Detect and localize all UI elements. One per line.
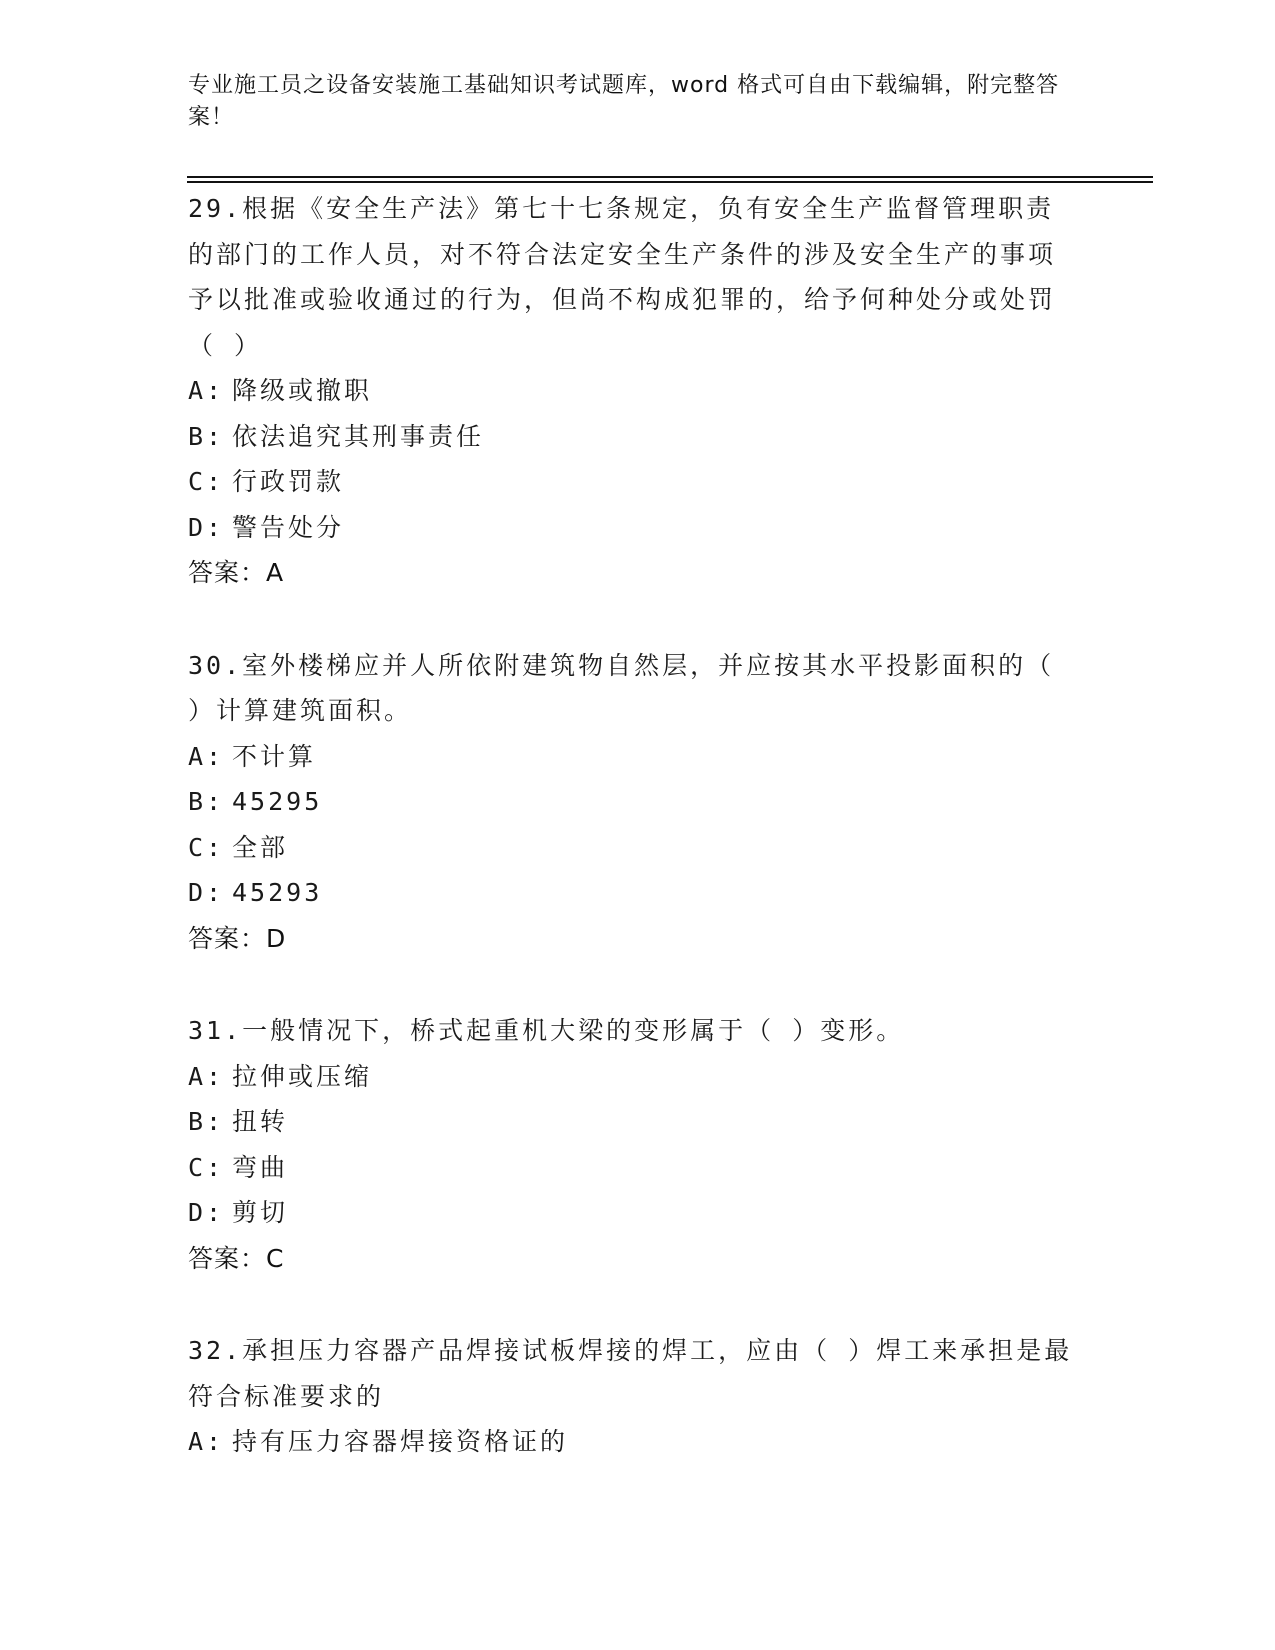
answer-line: 答案：A xyxy=(188,558,285,587)
option-key: A: xyxy=(188,1427,225,1456)
option-text: 45295 xyxy=(232,787,323,816)
option-key: A: xyxy=(188,376,225,405)
option-key: C: xyxy=(188,1152,225,1182)
option-text: 不计算 xyxy=(232,741,317,771)
option-key: B: xyxy=(188,1107,225,1136)
option-c xyxy=(188,459,1088,505)
option-text: 行政罚款 xyxy=(232,467,345,496)
question-text: 30.室外楼梯应并人所依附建筑物自然层，并应按其水平投影面积的（ ）计算建筑面积。 xyxy=(188,650,1055,725)
option-c xyxy=(188,825,1088,871)
option-text: 依法追究其刑事责任 xyxy=(232,421,485,451)
option-key: D: xyxy=(188,1198,225,1227)
header-rule-top xyxy=(187,176,1153,178)
option-d xyxy=(188,1190,1088,1236)
question-text: 29.根据《安全生产法》第七十七条规定，负有安全生产监督管理职责的部门的工作人员，对不符合法定安全生产条件的涉及安全生产的事项予以批准或验收通过的行为，但尚不构成犯罪的，给予何种处分或处罚（ ） xyxy=(188,194,1057,360)
option-text: 持有压力容器焊接资格证的 xyxy=(232,1427,569,1456)
option-b xyxy=(188,414,1088,460)
option-d xyxy=(188,505,1088,551)
option-text: 弯曲 xyxy=(232,1152,289,1182)
question-text: 31.一般情况下，桥式起重机大梁的变形属于（ ）变形。 xyxy=(188,1016,905,1045)
option-b xyxy=(188,779,1088,825)
option-text: 降级或撤职 xyxy=(232,376,373,405)
option-a xyxy=(188,1054,1088,1100)
header-rule-bottom xyxy=(187,181,1153,183)
question-29 xyxy=(188,186,1088,596)
option-key: B: xyxy=(188,421,225,451)
option-b xyxy=(188,1099,1088,1145)
option-text: 全部 xyxy=(232,832,289,862)
answer-line: 答案：D xyxy=(188,923,287,953)
option-key: A: xyxy=(188,741,225,771)
option-a xyxy=(188,368,1088,414)
option-text: 扭转 xyxy=(232,1107,289,1136)
option-key: D: xyxy=(188,878,225,907)
option-text: 警告处分 xyxy=(232,512,345,542)
option-key: C: xyxy=(188,832,225,862)
answer-line: 答案：C xyxy=(188,1243,285,1273)
option-text: 拉伸或压缩 xyxy=(232,1061,373,1091)
option-key: D: xyxy=(188,512,225,542)
document-header: 专业施工员之设备安装施工基础知识考试题库，word 格式可自由下载编辑，附完整答案！ xyxy=(188,73,1060,130)
option-d xyxy=(188,870,1088,916)
question-list xyxy=(188,186,1088,1512)
option-key: A: xyxy=(188,1061,225,1091)
question-text: 32.承担压力容器产品焊接试板焊接的焊工，应由（ ）焊工来承担是最符合标准要求的 xyxy=(188,1336,1073,1411)
option-a xyxy=(188,734,1088,780)
option-key: C: xyxy=(188,467,225,496)
option-text: 剪切 xyxy=(232,1198,289,1227)
option-c xyxy=(188,1145,1088,1191)
question-30 xyxy=(188,643,1088,962)
question-31 xyxy=(188,1008,1088,1281)
option-key: B: xyxy=(188,787,225,816)
option-a xyxy=(188,1419,1088,1465)
option-text: 45293 xyxy=(232,878,323,907)
question-32 xyxy=(188,1328,1088,1465)
